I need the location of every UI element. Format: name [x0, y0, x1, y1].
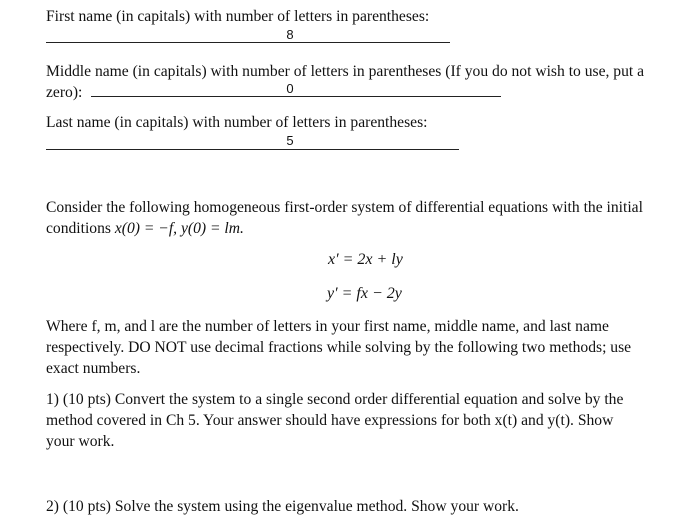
first-name-underline [46, 42, 450, 43]
question1-line1: 1) (10 pts) Convert the system to a single second order differential equation and solve by the [46, 391, 624, 408]
problem-intro-line2 [46, 218, 244, 239]
first-name-label: First name (in capitals) with number of letters in parentheses: [46, 8, 430, 25]
middle-name-value[interactable]: 0 [286, 81, 294, 96]
where-line3: exact numbers. [46, 360, 141, 377]
question2-line1: 2) (10 pts) Solve the system using the eigenvalue method. Show your work. [46, 498, 519, 515]
where-line1: Where f, m, and l are the number of letters in your first name, middle name, and last name [46, 318, 609, 335]
question1-line3: your work. [46, 433, 115, 450]
equation-y-prime: y′ = fx − 2y [327, 285, 402, 302]
middle-name-label-line2: zero): [46, 84, 83, 101]
first-name-value[interactable]: 8 [286, 27, 294, 42]
intro-prefix: conditions [46, 220, 115, 237]
last-name-label: Last name (in capitals) with number of letters in parentheses: [46, 114, 428, 131]
last-name-underline [46, 149, 459, 150]
equation-x-prime: x′ = 2x + ly [328, 251, 403, 268]
middle-name-label-line1: Middle name (in capitals) with number of letters in parentheses (If you do not wish to use, put a [46, 63, 645, 80]
initial-conditions: x(0) = −f, y(0) = lm. [114, 220, 244, 237]
last-name-value[interactable]: 5 [286, 133, 294, 148]
middle-name-underline [91, 96, 501, 97]
problem-intro-line1: Consider the following homogeneous first-order system of differential equations with the initial [46, 199, 643, 216]
where-line2: respectively. DO NOT use decimal fractions while solving by the following two methods; use [46, 339, 632, 356]
question1-line2: method covered in Ch 5. Your answer should have expressions for both x(t) and y(t). Show [46, 412, 614, 429]
